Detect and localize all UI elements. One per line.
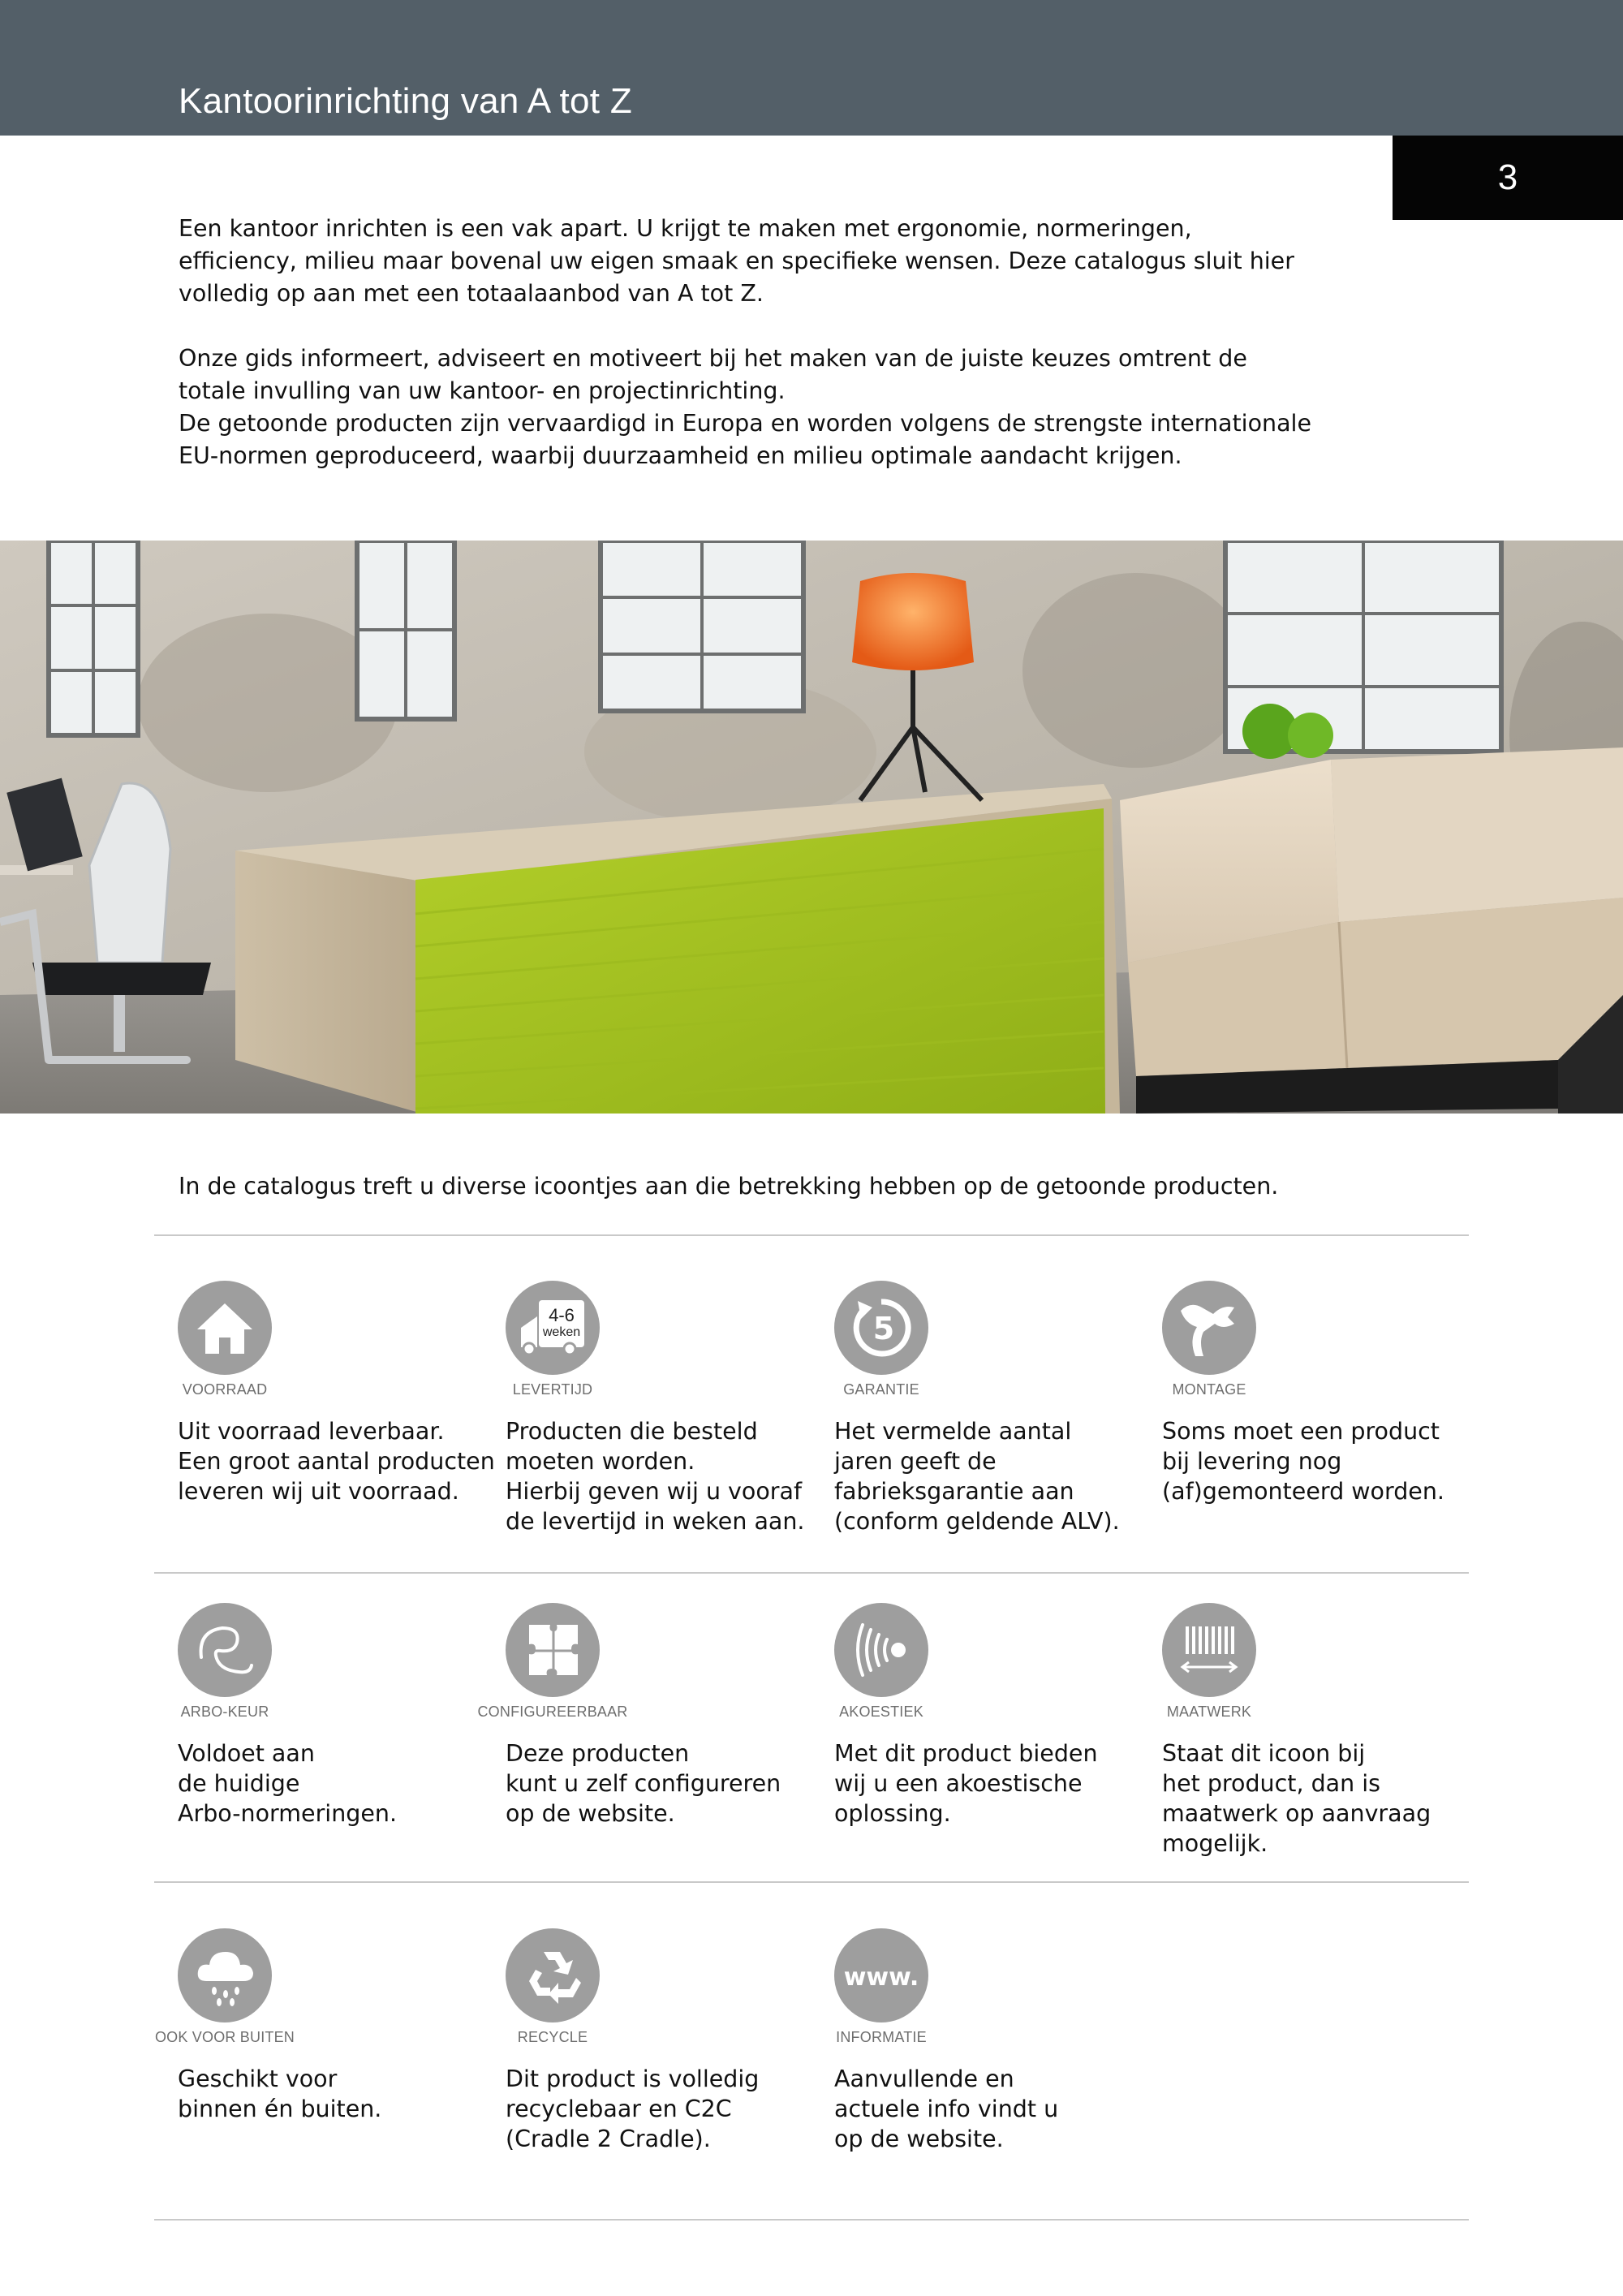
page-number: 3 xyxy=(1393,136,1623,220)
feature-caption: MONTAGE xyxy=(1172,1381,1246,1398)
wrench-icon xyxy=(1174,1293,1244,1363)
warranty-badge: 5 xyxy=(872,1311,895,1346)
feature-description: Geschikt voor binnen én buiten. xyxy=(178,2066,382,2122)
feature-ook-voor-buiten xyxy=(154,1928,502,2124)
divider xyxy=(154,1572,1469,1574)
office-reception-illustration xyxy=(0,541,1623,1114)
feature-caption: AKOESTIEK xyxy=(839,1704,923,1720)
feature-garantie xyxy=(834,1281,1159,1536)
feature-arbo-keur xyxy=(178,1603,502,1829)
divider xyxy=(154,2219,1469,2221)
icons-intro-text: In de catalogus treft u diverse icoontjes aan die betrekking hebben op de getoonde producten. xyxy=(179,1173,1279,1200)
feature-caption: MAATWERK xyxy=(1166,1704,1252,1720)
house-icon xyxy=(192,1295,257,1360)
levertijd-badge-bottom: weken xyxy=(542,1325,581,1339)
feature-description: Staat dit icoon bij het product, dan is maatwerk op aanvraag mogelijk. xyxy=(1162,1740,1431,1857)
feature-description: Voldoet aan de huidige Arbo-normeringen. xyxy=(178,1740,398,1827)
feature-akoestiek xyxy=(834,1603,1159,1829)
www-badge: www. xyxy=(843,1963,919,1992)
feature-description: Dit product is volledig recyclebaar en C2C (Cradle 2 Cradle). xyxy=(506,2066,760,2152)
feature-voorraad xyxy=(178,1281,502,1506)
feature-description: Aanvullende en actuele info vindt u op de website. xyxy=(834,2066,1059,2152)
feature-caption: RECYCLE xyxy=(517,2029,588,2045)
divider xyxy=(154,1234,1469,1236)
intro-paragraph-2: Onze gids informeert, adviseert en motiveert bij het maken van de juiste keuzes omtrent de totale invulling van uw kantoor- en projectinrichting. xyxy=(179,345,1247,404)
feature-montage xyxy=(1162,1281,1487,1506)
feature-caption: GARANTIE xyxy=(843,1381,919,1398)
feature-caption: ARBO-KEUR xyxy=(180,1704,269,1720)
feature-description: Met dit product bieden wij u een akoestische oplossing. xyxy=(834,1740,1098,1827)
feature-caption: LEVERTIJD xyxy=(512,1381,593,1398)
recycle-icon xyxy=(518,1941,588,2010)
measure-icon xyxy=(1174,1615,1244,1685)
feature-informatie xyxy=(834,1928,1159,2154)
feature-caption: VOORRAAD xyxy=(182,1381,268,1398)
intro-paragraph-3: De getoonde producten zijn vervaardigd in Europa en worden volgens de strengste internationale EU-normen geproduceerd, waarbij duurzaamheid en milieu optimale aandacht krijgen. xyxy=(179,410,1312,469)
puzzle-icon xyxy=(518,1615,588,1685)
feature-configureerbaar xyxy=(477,1603,830,1829)
feature-description: Uit voorraad leverbaar. Een groot aantal producten leveren wij uit voorraad. xyxy=(178,1418,495,1505)
feature-maatwerk xyxy=(1162,1603,1487,1859)
feature-description: Deze producten kunt u zelf configureren op de website. xyxy=(506,1740,781,1827)
feature-description: Soms moet een product bij levering nog (af)gemonteerd worden. xyxy=(1162,1418,1444,1505)
page-title: Kantoorinrichting van A tot Z xyxy=(179,81,633,121)
delivery-truck-icon xyxy=(516,1295,589,1360)
feature-caption: INFORMATIE xyxy=(836,2029,927,2045)
feature-description: Het vermelde aantal jaren geeft de fabrieksgarantie aan (conform geldende ALV). xyxy=(834,1418,1120,1535)
feature-recycle xyxy=(506,1928,830,2154)
intro-text xyxy=(179,213,1315,472)
warranty-5-icon xyxy=(846,1293,916,1363)
feature-levertijd xyxy=(506,1281,830,1536)
feature-caption: OOK VOOR BUITEN xyxy=(154,2029,295,2045)
divider xyxy=(154,1881,1469,1883)
feature-description: Producten die besteld moeten worden. Hierbij geven wij u vooraf de levertijd in weken aan. xyxy=(506,1418,805,1535)
arbo-curve-icon xyxy=(190,1615,260,1685)
feature-caption: CONFIGUREERBAAR xyxy=(477,1704,628,1720)
levertijd-badge-top: 4-6 xyxy=(549,1305,575,1325)
intro-paragraph-1: Een kantoor inrichten is een vak apart. U krijgt te maken met ergonomie, normeringen, efficiency, milieu maar bovenal uw eigen smaak en specifieke wensen. Deze catalogus sluit hier volledig op aan met een totaalaanbod van A tot Z. xyxy=(179,215,1294,307)
sound-waves-icon xyxy=(846,1615,916,1685)
www-icon xyxy=(841,1951,922,2000)
rain-cloud-icon xyxy=(190,1941,260,2010)
hero-photo xyxy=(0,541,1623,1114)
